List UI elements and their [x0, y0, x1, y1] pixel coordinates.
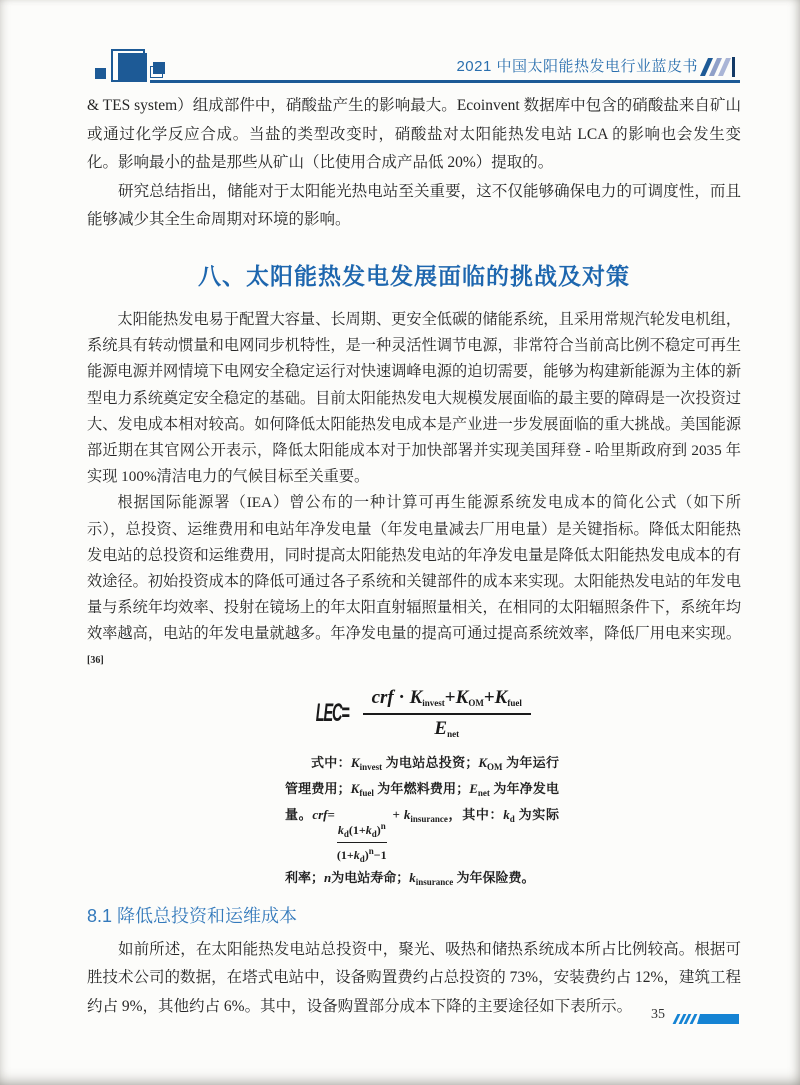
logo-small-left-square — [95, 68, 106, 79]
header-slashes-icon — [704, 57, 735, 77]
header-title: 2021 中国太阳能热发电行业蓝皮书 — [456, 58, 698, 75]
paragraph: 如前所述，在太阳能热发电站总投资中，聚光、吸热和储热系统成本所占比例较高。根据可胜技术公司的数据，在塔式电站中，设备购置费约占总投资的 73%，安装费约占 12%，建筑工程约占 9%，其他约占 6%。其中，设备购置部分成本下降的主要途径如下表所示。 — [87, 940, 741, 1015]
formula-numerator: crf · $K_{invest}+K_{OM}+K_{fuel}$ — [371, 686, 522, 708]
paragraph — [87, 490, 741, 676]
footer-bar-icon — [675, 1014, 739, 1024]
logo-filled-square — [118, 53, 147, 82]
paragraph: 太阳能热发电易于配置大容量、长周期、更安全低碳的储能系统，且采用常规汽轮发电机组，系统具有转动惯量和电网同步机特性，是一种灵活性调节电源，非常符合当前高比例不稳定可再生能源电源并网情境下电网安全稳定运行对快速调峰电源的迫切需要，能够为构建新能源为主体的新型电力系统奠定安全稳定的基础。目前太阳能热发电大规模发展面临的最主要的障碍是一次投资过大、发电成本相对较高。如何降低太阳能热发电成本是产业进一步发展面临的重大挑战。美国能源部近期在其官网公开表示，降低太阳能成本对于加快部署并实现美国拜登 - 哈里斯政府到 2035 年实现 100%清洁电力的气候目标至关重要。 — [87, 310, 741, 486]
paragraph: 研究总结指出，储能对于太阳能光热电站至关重要，这不仅能够确保电力的可调度性，而且能够减少其全生命周期对环境的影响。 — [87, 182, 741, 229]
header-rule — [150, 80, 740, 83]
section-heading: 8.1 降低总投资和运维成本 — [87, 905, 298, 926]
logo-small-right-square — [153, 62, 165, 74]
formula-legend: 式中：$K_{invest}$ 为电站总投资；$K_{OM}$ 为年运行管理费用；$K_{fuel}$ 为年燃料费用；$E_{net}$ 为年净发电量。crf= $\frac{k_d(1+k_d)^n}{(1+k_d)^n-1}$ + $k_{insurance}$，其中：$k_d$ 为实际利率；n为电站寿命；$k_{insurance}$ 为年保险费。 — [285, 754, 559, 887]
page-body — [87, 92, 741, 1022]
footnote-reference: [36] — [87, 654, 104, 666]
lec-formula — [292, 687, 741, 740]
formula-lhs: LEC= — [315, 698, 349, 727]
page-number: 35 — [651, 1007, 665, 1022]
chapter-heading: 八、太阳能热发电发展面临的挑战及对策 — [198, 262, 630, 289]
footer-bar-segment — [697, 1014, 739, 1024]
formula-denominator: $E_{net}$ — [363, 713, 531, 740]
vertical-bar-icon — [732, 57, 735, 77]
paragraph-text: 根据国际能源署（IEA）曾公布的一种计算可再生能源系统发电成本的简化公式（如下所示），总投资、运维费用和电站年净发电量（年发电量减去厂用电量）是关键指标。降低太阳能热发电站的总投资和运维费用，同时提高太阳能热发电站的年净发电量是降低太阳能热发电成本的有效途径。初始投资成本的降低可通过各子系统和关键部件的成本来实现。太阳能热发电站的年发电量与系统年均效率、投射在镜场上的年太阳直射辐照量相关，在相同的太阳辐照条件下，系统年均效率越高，电站的年发电量就越多。年净发电量的提高可通过提高系统效率，降低厂用电来实现。 — [87, 494, 741, 643]
formula-fraction — [363, 687, 531, 740]
paragraph: & TES system）组成部件中，硝酸盐产生的影响最大。Ecoinvent 数据库中包含的硝酸盐来自矿山或通过化学反应合成。当盐的类型改变时，硝酸盐对太阳能热发电站 LCA 的影响也会发生变化。影响最小的盐是那些从矿山（比使用合成产品低 20%）提取的。 — [87, 97, 741, 172]
